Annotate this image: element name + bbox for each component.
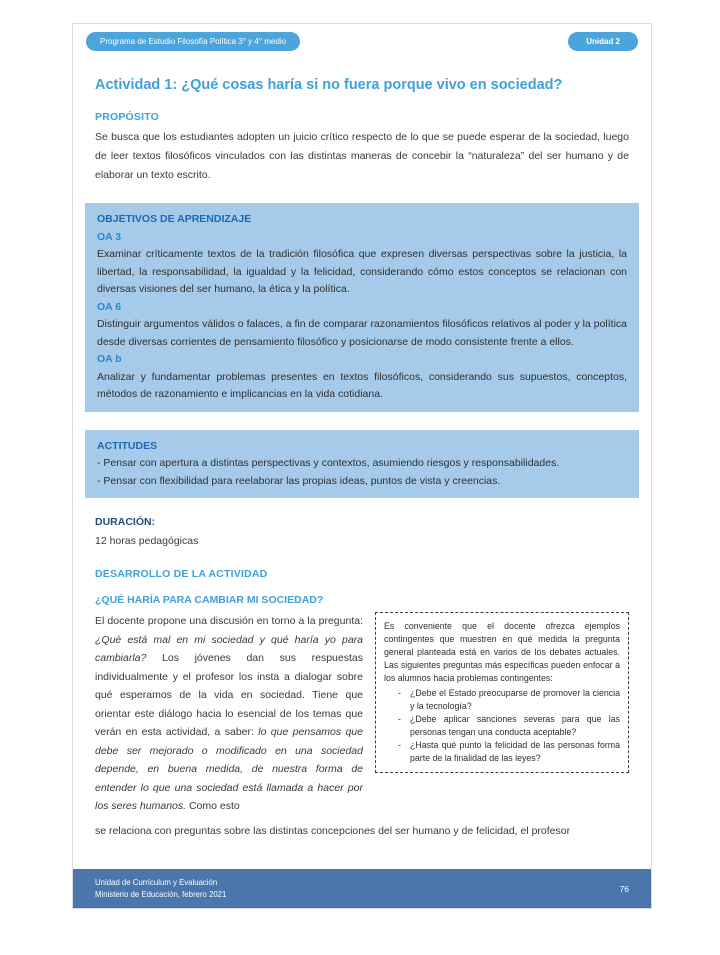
proposito-heading: PROPÓSITO bbox=[95, 111, 160, 123]
oa-code-3: OA b bbox=[97, 353, 122, 365]
page-footer bbox=[73, 869, 651, 908]
tip-bullet-3 bbox=[384, 739, 620, 765]
duracion-value: 12 horas pedagógicas bbox=[95, 535, 199, 547]
proposito-paragraph: Se busca que los estudiantes adopten un juicio crítico respecto de lo que se puede esperar de la sociedad, luego de leer textos filosóficos vinculados con las distintas maneras de concebir la “naturaleza” del ser humano y de elaborar un texto escrito. bbox=[95, 131, 629, 181]
unit-pill: Unidad 2 bbox=[568, 32, 638, 51]
footer-line-2: Ministerio de Educación, febrero 2021 bbox=[95, 889, 227, 899]
tip-intro: Es conveniente que el docente ofrezca ejemplos contingentes que muestren en qué medida la pregunta general planteada está en varios de los debates actuales. Las siguientes preguntas más específicas pueden enfocar a los alumnos hacia problemas contingentes: bbox=[384, 621, 620, 683]
page-content bbox=[73, 77, 651, 841]
page-header bbox=[73, 24, 651, 51]
desarrollo-paragraph bbox=[95, 612, 363, 816]
tip-bullet-3-text: ¿Hasta qué punto la felicidad de las personas forma parte de la finalidad de las leyes? bbox=[410, 740, 620, 763]
tip-bullet-2-text: ¿Debe aplicar sanciones severas para que las personas tengan una conducta aceptable? bbox=[410, 714, 620, 737]
paragraph-part-1: El docente propone una discusión en torno a la pregunta: bbox=[95, 615, 363, 627]
footer-credits bbox=[95, 877, 226, 901]
oa-text-2: Distinguir argumentos válidos o falaces, a fin de comparar razonamientos filosóficos relativos al poder y la política desde diversas corrientes de pensamiento filosófico y posicionarse de modo consistente frente a ellos. bbox=[97, 318, 627, 348]
bullet-dash: - bbox=[398, 688, 401, 698]
activity-title: Actividad 1: ¿Qué cosas haría si no fuera porque vivo en sociedad? bbox=[95, 77, 563, 93]
program-title-pill: Programa de Estudio Filosofía Política 3° y 4° medio bbox=[86, 32, 300, 51]
teacher-tip-box bbox=[375, 612, 629, 773]
actitudes-heading: ACTITUDES bbox=[97, 439, 158, 452]
document-page bbox=[72, 23, 652, 909]
objetivos-box bbox=[85, 203, 639, 412]
objetivos-heading: OBJETIVOS DE APRENDIZAJE bbox=[97, 213, 252, 225]
two-column-section bbox=[95, 612, 629, 816]
paragraph-part-4-italic: lo que pensamos que debe ser mejorado o modificado en una sociedad depende, en buena medida, de nuestra forma de entender lo que una sociedad está llamada a hacer por los seres humanos. bbox=[95, 726, 363, 812]
bullet-dash: - bbox=[398, 714, 401, 724]
tip-bullet-2 bbox=[384, 713, 620, 739]
bullet-dash: - bbox=[398, 740, 401, 750]
actitudes-box bbox=[85, 430, 639, 499]
desarrollo-heading: DESARROLLO DE LA ACTIVIDAD bbox=[95, 568, 268, 580]
paragraph-part-2-italic: ¿Qué está mal en mi sociedad y qué haría yo para cambiarla? bbox=[95, 633, 363, 664]
paragraph-part-3: Los jóvenes dan sus respuestas individualmente y el profesor los insta a dialogar sobre qué esperamos de la vida en sociedad. Tiene que orientar este diálogo hacia lo esencial de los temas que verán en esta actividad, a saber: bbox=[95, 652, 363, 738]
actitud-item-1: - Pensar con apertura a distintas perspectivas y contextos, asumiendo riesgos y responsabilidades. bbox=[97, 457, 560, 469]
oa-text-1: Examinar críticamente textos de la tradición filosófica que expresen diversas perspectivas sobre la justicia, la libertad, la responsabilidad, la igualdad y la felicidad, considerando cómo estos conceptos se relacionan con diversas visiones del ser humano, la ética y la política. bbox=[97, 248, 627, 295]
actitud-item-2: - Pensar con flexibilidad para reelaborar las propias ideas, puntos de vista y creencias. bbox=[97, 474, 501, 487]
tip-bullet-1-text: ¿Debe el Estado preocuparse de promover la ciencia y la tecnología? bbox=[410, 688, 620, 711]
footer-line-1: Unidad de Currículum y Evaluación bbox=[95, 877, 218, 887]
oa-text-3: Analizar y fundamentar problemas presentes en textos filosóficos, considerando sus supuestos, conceptos, métodos de razonamiento e implicancias en la vida cotidiana. bbox=[97, 370, 627, 400]
continuation-line: se relaciona con preguntas sobre las distintas concepciones del ser humano y de felicidad, el profesor bbox=[95, 824, 571, 837]
page-number: 76 bbox=[619, 883, 629, 894]
paragraph-part-5: Como esto bbox=[186, 800, 240, 812]
oa-code-2: OA 6 bbox=[97, 300, 122, 313]
section-question-heading: ¿QUÉ HARÍA PARA CAMBIAR MI SOCIEDAD? bbox=[95, 594, 324, 606]
duracion-heading: DURACIÓN: bbox=[95, 516, 156, 528]
tip-bullet-1 bbox=[384, 687, 620, 713]
oa-code-1: OA 3 bbox=[97, 230, 122, 243]
